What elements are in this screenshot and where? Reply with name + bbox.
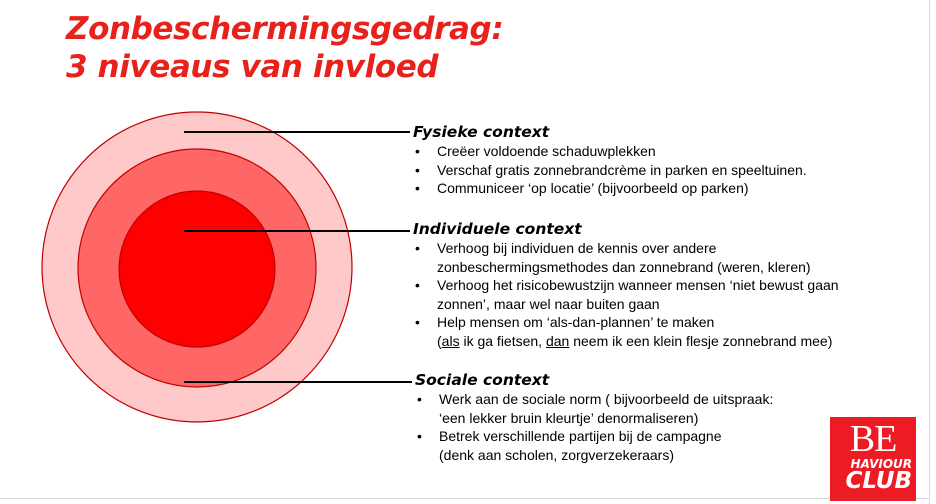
bullet-line: • Betrek verschillende partijen bij de campagne [439, 428, 722, 444]
bullets-individual [413, 239, 839, 350]
bullet-item: • Verschaf gratis zonnebrandcrème in parken en speeltuinen. [413, 161, 807, 180]
bullet-line: ‘een lekker bruin kleurtje’ denormaliseren) [439, 409, 699, 426]
section-social [415, 370, 773, 464]
title-line-2: 3 niveaus van invloed [66, 49, 439, 85]
section-physical [413, 122, 807, 198]
heading-individual: Individuele context [413, 220, 582, 238]
logo-haviour-text: HAVIOUR [850, 457, 912, 471]
bullet-line: • Verhoog het risicobewustzijn wanneer mensen ‘niet bewust gaan [437, 277, 839, 293]
logo-be-text: BE [849, 418, 897, 460]
bullet-line: • Help mensen om ‘als-dan-plannen’ te maken [437, 314, 715, 330]
bullet-line-example [437, 332, 839, 351]
text-fragment: neem ik een klein flesje zonnebrand mee) [569, 332, 833, 349]
bullet-item [415, 390, 773, 427]
bullets-social [415, 390, 773, 464]
inner-circle-core [119, 191, 275, 347]
bullet-item [413, 239, 839, 276]
heading-physical: Fysieke context [413, 123, 550, 141]
bullet-line: zonbeschermingsmethodes dan zonnebrand (weren, kleren) [437, 258, 811, 275]
text-fragment: ( [437, 332, 442, 349]
behaviour-club-logo [830, 417, 916, 501]
bullets-physical [413, 142, 807, 198]
bullet-line: • Werk aan de sociale norm ( bijvoorbeeld de uitspraak: [439, 391, 774, 407]
underlined-dan: dan [545, 332, 570, 349]
bullet-item [413, 313, 839, 350]
bullet-item: • Communiceer ‘op locatie’ (bijvoorbeeld op parken) [413, 179, 807, 198]
bullet-line: zonnen’, maar wel naar buiten gaan [437, 295, 660, 312]
bullet-item: • Creëer voldoende schaduwplekken [413, 142, 807, 161]
logo-club-text: CLUB [845, 468, 912, 494]
section-individual [413, 219, 839, 350]
heading-social: Sociale context [415, 371, 550, 389]
underlined-als: als [441, 332, 460, 349]
title-line-1: Zonbeschermingsgedrag: [66, 11, 504, 47]
bullet-item [415, 427, 773, 464]
bullet-line: (denk aan scholen, zorgverzekeraars) [439, 446, 675, 463]
text-fragment: ik ga fietsen, [459, 332, 546, 349]
bullet-item [413, 276, 839, 313]
bullet-line: • Verhoog bij individuen de kennis over andere [437, 240, 717, 256]
